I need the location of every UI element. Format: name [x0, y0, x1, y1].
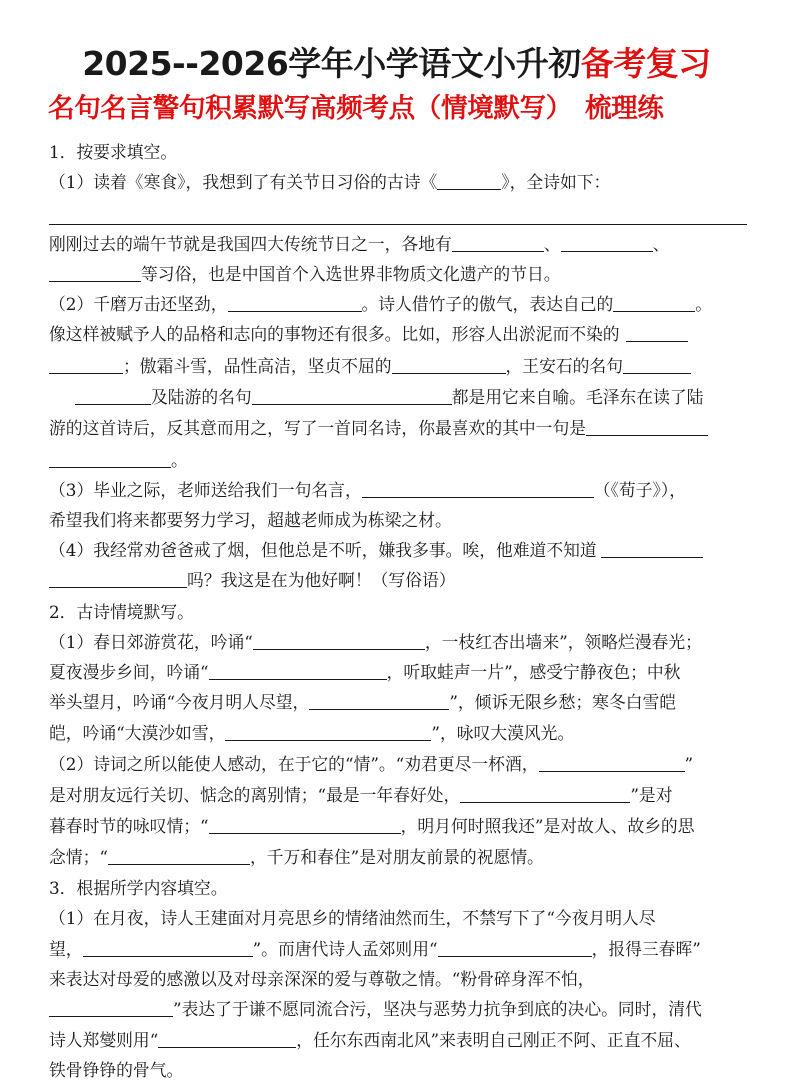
- answer-blank[interactable]: [49, 570, 187, 588]
- q2-heading: [49, 600, 194, 624]
- q3-1-line6: [49, 1058, 183, 1082]
- line-text: ，王安石的名句: [505, 356, 623, 376]
- line-text: 。: [171, 450, 188, 470]
- answer-blank[interactable]: [209, 662, 387, 680]
- line-text: ”。而唐代诗人孟郊则用“: [252, 939, 438, 959]
- q1-2-line1: [49, 292, 712, 316]
- answer-blank[interactable]: [49, 356, 123, 374]
- line-text: 》，全诗如下：: [501, 172, 611, 192]
- line-text: ，一枝红杏出墙来”，领略烂漫春光；: [424, 632, 702, 652]
- answer-blank[interactable]: [49, 999, 173, 1017]
- answer-blank[interactable]: [253, 632, 425, 650]
- line-text: 像这样被赋予人的品格和志向的事物还有很多。比如，形容人出淤泥而不染的: [49, 324, 620, 344]
- line-text: （1）春日郊游赏花，吟诵“: [49, 632, 253, 652]
- answer-blank[interactable]: [623, 356, 691, 374]
- line-text: 举头望月，吟诵“今夜月明人尽望，: [49, 692, 310, 712]
- q2-2-line3: [49, 814, 695, 838]
- line-text: 是对朋友远行关切、惦念的离别情；“最是一年春好处，: [49, 785, 461, 805]
- q3-1-line1: [49, 906, 656, 930]
- answer-blank-full-line[interactable]: [49, 224, 747, 225]
- answer-blank[interactable]: [539, 754, 685, 772]
- q2-2-line4: [49, 845, 544, 869]
- answer-blank[interactable]: [460, 785, 630, 803]
- answer-blank[interactable]: [83, 939, 253, 957]
- q3-1-line4: [49, 997, 702, 1021]
- line-text: 念情；“: [49, 847, 108, 867]
- line-text: 夏夜漫步乡间，吟诵“: [49, 662, 209, 682]
- q1-heading: [49, 140, 177, 164]
- line-text: 皑，吟诵“大漠沙如雪，: [49, 723, 226, 743]
- answer-blank[interactable]: [586, 418, 708, 436]
- line-text: 2．古诗情境默写。: [49, 602, 194, 622]
- line-text: ”，咏叹大漠风光。: [431, 723, 575, 743]
- title-highlight: 备考复习: [580, 44, 711, 83]
- answer-blank[interactable]: [225, 723, 431, 741]
- q2-1-line1: [49, 630, 702, 654]
- answer-blank[interactable]: [75, 387, 151, 405]
- line-text: ，任尔东西南北风”来表明自己刚正不阿、正直不屈、: [296, 1030, 691, 1050]
- answer-blank[interactable]: [613, 294, 695, 312]
- q2-2-line1: [49, 752, 693, 776]
- answer-blank[interactable]: [561, 234, 653, 252]
- line-text: 。: [695, 294, 713, 314]
- line-text: 。诗人借竹子的傲气，表达自己的: [361, 294, 614, 314]
- q3-1-line3: [49, 967, 595, 991]
- q3-1-line2: [49, 937, 701, 961]
- line-text: ，明月何时照我还”是对故人、故乡的思: [400, 816, 695, 836]
- q1-3-line2: [49, 508, 452, 532]
- line-text: 刚刚过去的端午节就是我国四大传统节日之一，各地有: [49, 234, 452, 254]
- q1-4-line2: [49, 568, 456, 592]
- answer-blank[interactable]: [228, 294, 362, 312]
- q2-1-line4: [49, 721, 574, 745]
- line-text: 游的这首诗后，反其意而用之，写了一首同名诗，你最喜欢的其中一句是: [49, 418, 587, 438]
- answer-blank[interactable]: [209, 816, 401, 834]
- answer-blank[interactable]: [158, 1030, 296, 1048]
- answer-blank[interactable]: [452, 234, 544, 252]
- line-text: ，千万和春住”是对朋友前景的祝愿情。: [249, 847, 544, 867]
- line-text: 、: [543, 234, 561, 254]
- q1-1-line3: [49, 262, 561, 286]
- line-text: 来表达对母爱的感激以及对母亲深深的爱与尊敬之情。“粉骨碎身浑不怕，: [49, 969, 595, 989]
- q2-1-line2: [49, 660, 681, 684]
- line-text: （2）诗词之所以能使人感动，在于它的“情”。“劝君更尽一杯酒，: [49, 754, 539, 774]
- answer-blank[interactable]: [437, 172, 501, 190]
- page-subtitle: 名句名言警句积累默写高频考点（情境默写） 梳理练: [48, 93, 664, 124]
- line-text: 、: [652, 234, 670, 254]
- q1-2-line6: [49, 448, 188, 472]
- q1-4-line1: [49, 538, 703, 562]
- q3-heading: [49, 876, 228, 900]
- line-text: 1．按要求填空。: [49, 142, 178, 162]
- q1-2-line5: [49, 416, 708, 440]
- answer-blank[interactable]: [252, 387, 452, 405]
- q1-1-line1: [49, 170, 610, 194]
- line-text: 都是用它来自喻。毛泽东在读了陆: [451, 387, 704, 407]
- line-text: ，报得三春晖”: [591, 939, 701, 959]
- answer-blank[interactable]: [309, 692, 449, 710]
- line-text: 暮春时节的咏叹情；“: [49, 816, 209, 836]
- line-text: （2）千磨万击还坚劲，: [49, 294, 228, 314]
- line-text: 吗？我这是在为他好啊！（写俗语）: [187, 570, 456, 590]
- answer-blank[interactable]: [49, 450, 171, 468]
- line-text: ”表达了于谦不愿同流合污，坚决与恶势力抗争到底的决心。同时，清代: [173, 999, 702, 1019]
- line-text: （1）在月夜，诗人王建面对月亮思乡的情绪油然而生，不禁写下了“今夜月明人尽: [49, 908, 656, 928]
- q1-2-line4: [49, 385, 703, 409]
- answer-blank[interactable]: [392, 356, 506, 374]
- answer-blank[interactable]: [601, 540, 703, 558]
- answer-blank[interactable]: [626, 324, 688, 342]
- line-text: 铁骨铮铮的骨气。: [49, 1060, 184, 1080]
- q1-2-line3: [49, 354, 691, 378]
- line-text: ，听取蛙声一片”，感受宁静夜色；中秋: [386, 662, 681, 682]
- line-text: （4）我经常劝爸爸戒了烟，但他总是不听，嫌我多事。唉，他难道不知道: [49, 540, 597, 560]
- q1-2-line2: [49, 322, 688, 346]
- line-text: 诗人郑燮则用“: [49, 1030, 159, 1050]
- line-text: （3）毕业之际，老师送给我们一句名言，: [49, 480, 362, 500]
- q1-3-line1: [49, 478, 686, 502]
- line-text: 希望我们将来都要努力学习，超越老师成为栋梁之材。: [49, 510, 452, 530]
- line-text: 等习俗，也是中国首个入选世界非物质文化遗产的节日。: [141, 264, 561, 284]
- line-text: （1）读着《寒食》，我想到了有关节日习俗的古诗《: [49, 172, 438, 192]
- line-text: 及陆游的名句: [151, 387, 252, 407]
- q2-1-line3: [49, 690, 676, 714]
- title-main: 2025--2026学年小学语文小升初: [82, 44, 581, 83]
- line-text: 3．根据所学内容填空。: [49, 878, 228, 898]
- line-text: ”，倾诉无限乡愁；寒冬白雪皑: [449, 692, 677, 712]
- answer-blank[interactable]: [438, 939, 592, 957]
- answer-blank[interactable]: [49, 264, 141, 282]
- line-text: （《荀子》），: [593, 480, 687, 500]
- line-text: ；傲霜斗雪，品性高洁，坚贞不屈的: [123, 356, 392, 376]
- line-text: ”: [684, 754, 694, 774]
- page-title: [0, 42, 793, 86]
- answer-blank[interactable]: [362, 480, 594, 498]
- q3-1-line5: [49, 1028, 691, 1052]
- line-text: 望，: [49, 939, 83, 959]
- answer-blank[interactable]: [108, 847, 250, 865]
- q1-1-line2: [49, 232, 669, 256]
- line-text: ”是对: [630, 785, 673, 805]
- q2-2-line2: [49, 783, 673, 807]
